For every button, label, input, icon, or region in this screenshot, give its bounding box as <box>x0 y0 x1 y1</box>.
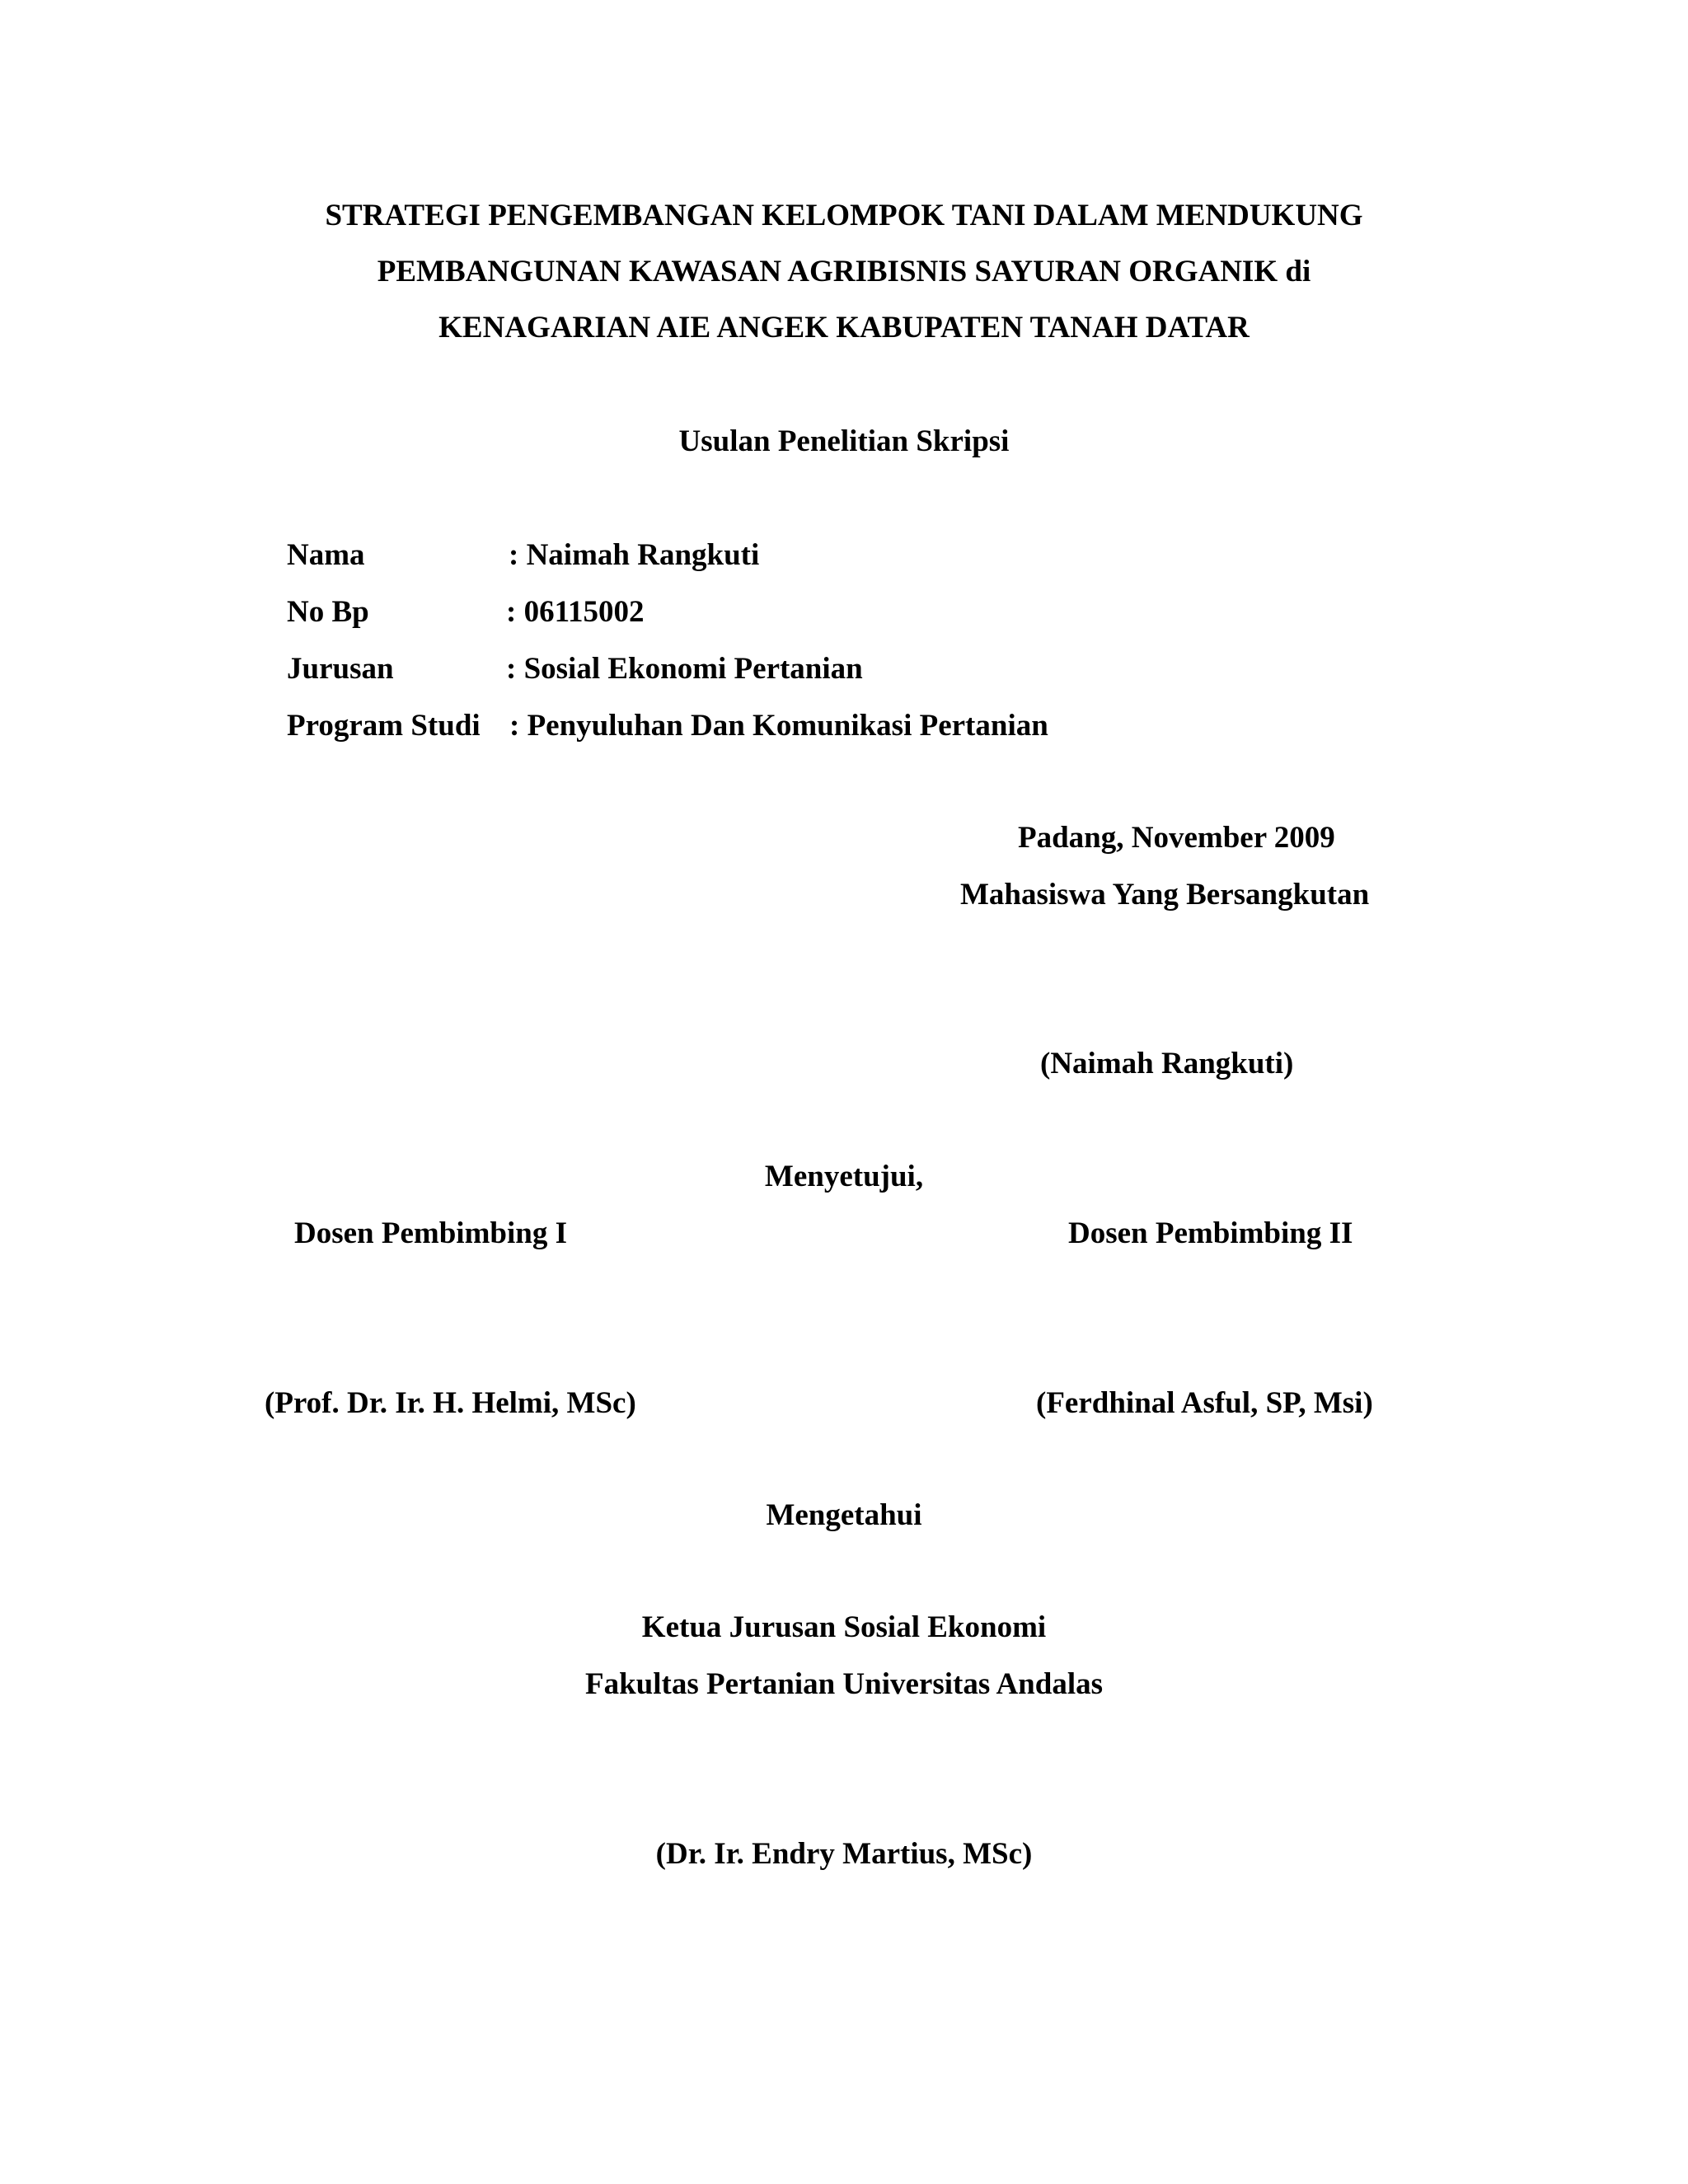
title-line-2: PEMBANGUNAN KAWASAN AGRIBISNIS SAYURAN ORGANIK di <box>377 255 1311 288</box>
title-line-1: STRATEGI PENGEMBANGAN KELOMPOK TANI DALAM MENDUKUNG <box>325 199 1363 232</box>
document-subtitle: Usulan Penelitian Skripsi <box>678 424 1010 458</box>
office-line-2: Fakultas Pertanian Universitas Andalas <box>584 1667 1104 1701</box>
nama-value: : Naimah Rangkuti <box>509 538 760 572</box>
advisor-2-role: Dosen Pembimbing II <box>1068 1216 1353 1250</box>
department-head-name: (Dr. Ir. Endry Martius, MSc) <box>655 1837 1033 1871</box>
prodi-value: : Penyuluhan Dan Komunikasi Pertanian <box>509 709 1048 743</box>
office-line-1: Ketua Jurusan Sosial Ekonomi <box>641 1610 1047 1644</box>
place-date: Padang, November 2009 <box>1018 821 1335 855</box>
prodi-label: Program Studi <box>287 709 481 743</box>
jurusan-label: Jurusan <box>287 652 394 686</box>
approval-heading: Menyetujui, <box>764 1160 924 1193</box>
acknowledged-heading: Mengetahui <box>766 1498 922 1532</box>
student-signature-name: (Naimah Rangkuti) <box>1040 1047 1294 1080</box>
nobp-value: : 06115002 <box>506 595 645 629</box>
advisor-1-name: (Prof. Dr. Ir. H. Helmi, MSc) <box>265 1386 636 1420</box>
advisor-1-role: Dosen Pembimbing I <box>294 1216 567 1250</box>
advisor-2-name: (Ferdhinal Asful, SP, Msi) <box>1036 1386 1373 1420</box>
nama-label: Nama <box>287 538 365 572</box>
student-role: Mahasiswa Yang Bersangkutan <box>960 878 1370 912</box>
title-line-3: KENAGARIAN AIE ANGEK KABUPATEN TANAH DATAR <box>438 311 1250 344</box>
jurusan-value: : Sosial Ekonomi Pertanian <box>506 652 863 686</box>
nobp-label: No Bp <box>287 595 369 629</box>
